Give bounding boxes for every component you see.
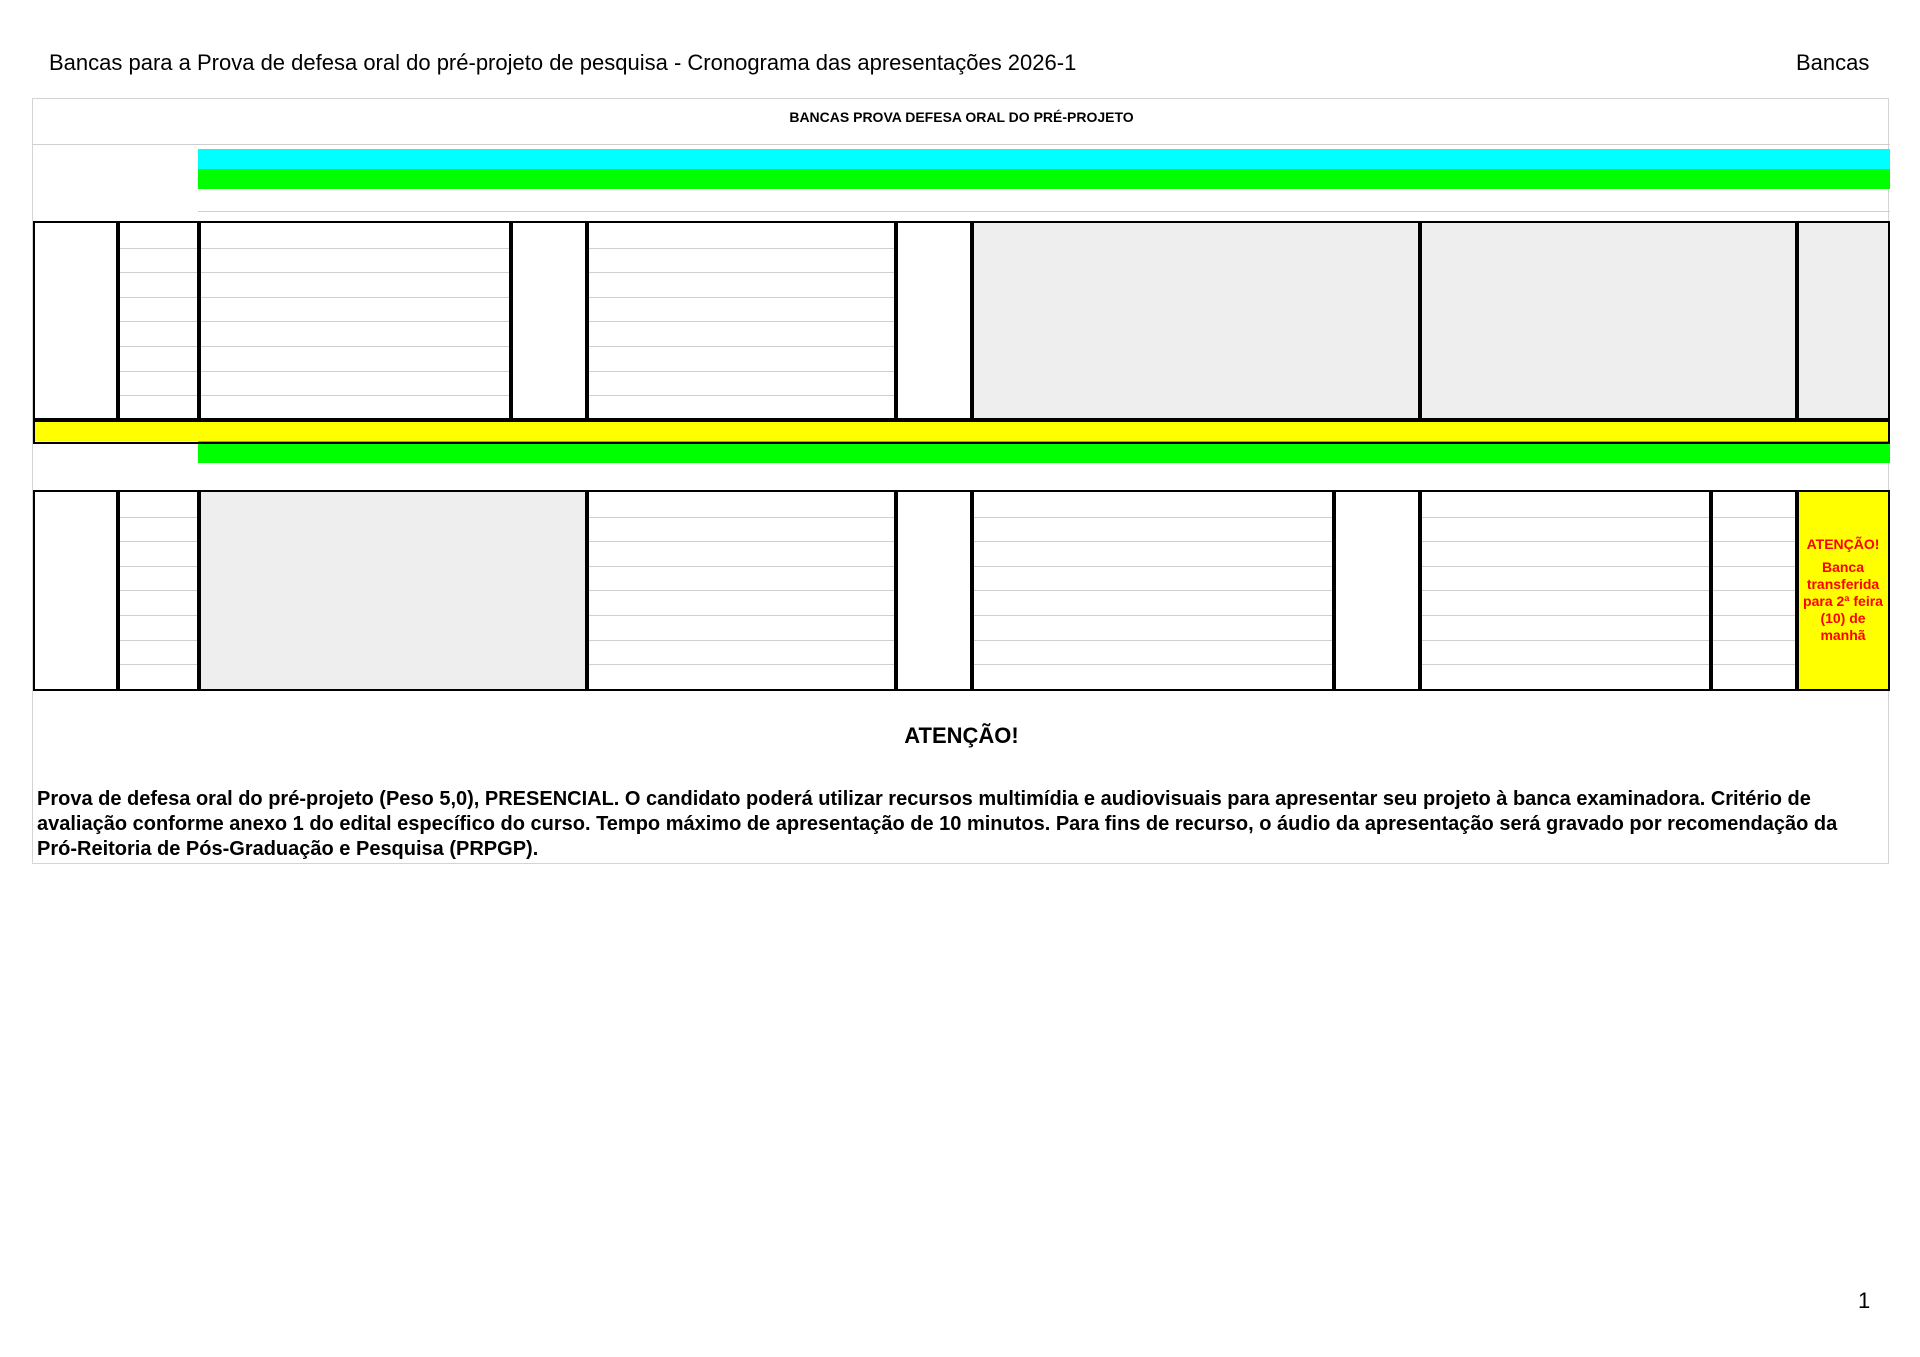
cell-border [1709, 490, 1713, 691]
room-label [971, 169, 1419, 189]
room-label [1419, 169, 1796, 189]
transfer-note: Banca transferida para 2ª feira (10) de manhã [1803, 559, 1883, 644]
candidato-header [1419, 463, 1796, 483]
cell-border [116, 490, 120, 691]
grid-line [198, 211, 1890, 212]
day-header [971, 149, 1419, 169]
cell-border [33, 221, 1890, 422]
room-label [1796, 169, 1890, 189]
candidato-header [586, 191, 895, 211]
day-header [586, 149, 971, 169]
room-label [586, 169, 971, 189]
horario-header [117, 471, 198, 491]
banca-header [510, 191, 586, 211]
cell-border [894, 490, 898, 691]
banca-header [1796, 463, 1890, 483]
cell-border [970, 221, 974, 422]
horario-header [117, 199, 198, 219]
attention-title: ATENÇÃO! [904, 723, 1019, 748]
attention-label: ATENÇÃO! [1806, 536, 1880, 553]
cell-border [585, 490, 589, 691]
cell-border [197, 490, 201, 691]
grid-line [33, 144, 1890, 145]
attention-note: Prova de defesa oral do pré-projeto (Peso 5,0), PRESENCIAL. O candidato poderá utilizar recursos multimídia e audiovisuais para apresentar seu projeto à banca examinadora. Critério de avaliação conforme anexo 1 do edital específico do curso. Tempo máximo de apresentação de 10 minutos. Para fins de recurso, o áudio da apresentação será gravado por recomendação da Pró-Reitoria de Pós-Graduação e Pesquisa (PRPGP). [37, 788, 1838, 860]
cell-border [894, 221, 898, 422]
cell-border [116, 221, 120, 422]
cell-border [1418, 221, 1422, 422]
cell-border [509, 221, 513, 422]
cell-border [33, 490, 1890, 691]
candidato-header [586, 463, 895, 483]
cell-border [197, 221, 201, 422]
cell-border [1418, 490, 1422, 691]
room-label [1796, 441, 1890, 463]
cell-border [585, 221, 589, 422]
schedule-sheet [32, 98, 1889, 864]
room-label [586, 441, 971, 463]
sheet-name: Bancas [1796, 50, 1870, 75]
turno-header [33, 199, 117, 219]
cell-border [1332, 490, 1336, 691]
cell-border [1795, 490, 1799, 691]
turno-header [33, 471, 117, 491]
table-title: BANCAS PROVA DEFESA ORAL DO PRÉ-PROJETO [789, 109, 1134, 125]
day-header [1796, 149, 1890, 169]
cell-border [1795, 221, 1799, 422]
day-header [198, 149, 586, 169]
banca-header [895, 191, 971, 211]
room-label [198, 169, 586, 189]
room-label [198, 441, 586, 463]
room-label [1419, 441, 1796, 463]
page-title: Bancas para a Prova de defesa oral do pré-projeto de pesquisa - Cronograma das apresentações 2026-1 [49, 50, 1077, 75]
cell-border [33, 418, 1890, 444]
room-label [971, 441, 1419, 463]
candidato-header [198, 191, 510, 211]
cell-border [970, 490, 974, 691]
day-header [1419, 149, 1796, 169]
banca-header [1333, 463, 1419, 483]
candidato-header [971, 463, 1333, 483]
page-number: 1 [1858, 1288, 1871, 1313]
banca-header [895, 463, 971, 483]
